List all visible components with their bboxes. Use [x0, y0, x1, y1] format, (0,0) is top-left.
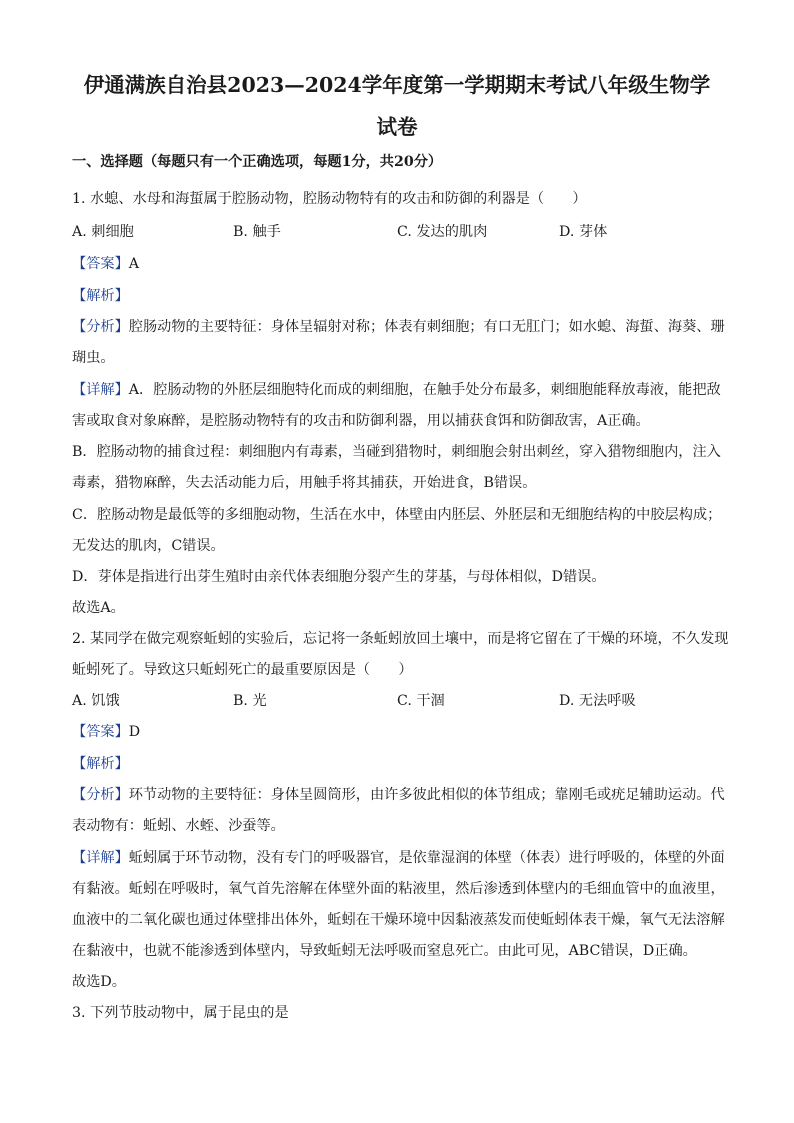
q2-detail-line3: 血液中的二氧化碳也通过体壁排出体外，蚯蚓在干燥环境中因黏液蒸发而使蚯蚓体表干燥，氧气无法溶解	[72, 912, 725, 928]
q2-option-b: B. 光	[233, 693, 267, 709]
q2-option-d: D. 无法呼吸	[559, 693, 636, 709]
q1-answer	[72, 254, 722, 274]
answer-tag: 【答案】	[72, 724, 129, 740]
q3-stem: 3. 下列节肢动物中，属于昆虫的是	[72, 1005, 289, 1021]
analysis-tag: 【解析】	[72, 756, 129, 772]
q1-detail-line7: D．芽体是指进行出芽生殖时由亲代体表细胞分裂产生的芽基，与母体相似，D错误。	[72, 569, 606, 585]
q2-fenxi-line2: 表动物有：蚯蚓、水蛭、沙蚕等。	[72, 818, 285, 834]
q1-option-d: D. 芽体	[559, 224, 608, 240]
q2-fenxi-line1	[72, 785, 725, 805]
fenxi-tag: 【分析】	[72, 319, 129, 335]
q1-detail-line5: C．腔肠动物是最低等的多细胞动物，生活在水中，体壁由内胚层、外胚层和无细胞结构的中胶层构成；	[72, 507, 722, 523]
q1-option-a: A. 刺细胞	[72, 224, 134, 240]
q2-detail-line1	[72, 848, 725, 868]
q1-detail-line1	[72, 380, 722, 400]
xiangjie-tag: 【详解】	[72, 382, 129, 398]
q1-fenxi-line1	[72, 317, 725, 337]
q2-detail-text1: 蚯蚓属于环节动物，没有专门的呼吸器官，是依靠湿润的体壁（体表）进行呼吸的，体壁的外面	[128, 850, 725, 866]
q1-fenxi-text1: 腔肠动物的主要特征：身体呈辐射对称；体表有刺细胞；有口无肛门；如水螅、海蜇、海葵、珊	[128, 319, 725, 335]
q1-fenxi-line2: 瑚虫。	[72, 350, 115, 366]
q2-option-c: C. 干涸	[397, 693, 445, 709]
q2-detail-line4: 在黏液中，也就不能渗透到体壁内，导致蚯蚓无法呼吸而窒息死亡。由此可见，ABC错误，D正确。	[72, 943, 697, 959]
q1-detail-line6: 无发达的肌肉，C错误。	[72, 538, 225, 554]
exam-title-line1: 伊通满族自治县2023—2024学年度第一学期期末考试八年级生物学	[83, 73, 711, 97]
xiangjie-tag: 【详解】	[72, 850, 129, 866]
q1-analysis-tag	[72, 286, 722, 306]
q1-answer-value: A	[128, 256, 140, 272]
q1-detail-line3: B．腔肠动物的捕食过程：刺细胞内有毒素，当碰到猎物时，刺细胞会射出刺丝，穿入猎物细胞内，注入	[72, 444, 721, 460]
q1-detail-line8: 故选A。	[72, 600, 125, 616]
q2-analysis-tag	[72, 754, 722, 774]
section-heading: 一、选择题（每题只有一个正确选项，每题1分，共20分）	[72, 154, 443, 170]
q2-answer-value: D	[128, 724, 141, 740]
q2-detail-line2: 有黏液。蚯蚓在呼吸时，氧气首先溶解在体壁外面的粘液里，然后渗透到体壁内的毛细血管中的血液里，	[72, 881, 725, 897]
analysis-tag: 【解析】	[72, 288, 129, 304]
exam-title-line2: 试卷	[376, 115, 418, 139]
q1-option-c: C. 发达的肌肉	[397, 224, 488, 240]
q2-answer	[72, 722, 722, 742]
q1-stem: 1. 水螅、水母和海蜇属于腔肠动物，腔肠动物特有的攻击和防御的利器是（ ）	[72, 191, 587, 207]
q2-fenxi-text1: 环节动物的主要特征：身体呈圆筒形，由许多彼此相似的体节组成；靠刚毛或疣足辅助运动。代	[128, 787, 725, 803]
q1-option-b: B. 触手	[233, 224, 281, 240]
q2-detail-line5: 故选D。	[72, 974, 126, 990]
q1-detail-line2: 害或取食对象麻醉，是腔肠动物特有的攻击和防御利器，用以捕获食饵和防御敌害，A正确。	[72, 413, 650, 429]
answer-tag: 【答案】	[72, 256, 129, 272]
q2-option-a: A. 饥饿	[72, 693, 120, 709]
q1-detail-text1: A．腔肠动物的外胚层细胞特化而成的刺细胞，在触手处分布最多，刺细胞能释放毒液，能把敌	[128, 382, 721, 398]
q2-stem-line1: 2. 某同学在做完观察蚯蚓的实验后，忘记将一条蚯蚓放回土壤中，而是将它留在了干燥的环境，不久发现	[72, 631, 729, 647]
q2-stem-line2: 蚯蚓死了。导致这只蚯蚓死亡的最重要原因是（ ）	[72, 662, 413, 678]
fenxi-tag: 【分析】	[72, 787, 129, 803]
q1-detail-line4: 毒素，猎物麻醉，失去活动能力后，用触手将其捕获，开始进食，B错误。	[72, 475, 537, 491]
